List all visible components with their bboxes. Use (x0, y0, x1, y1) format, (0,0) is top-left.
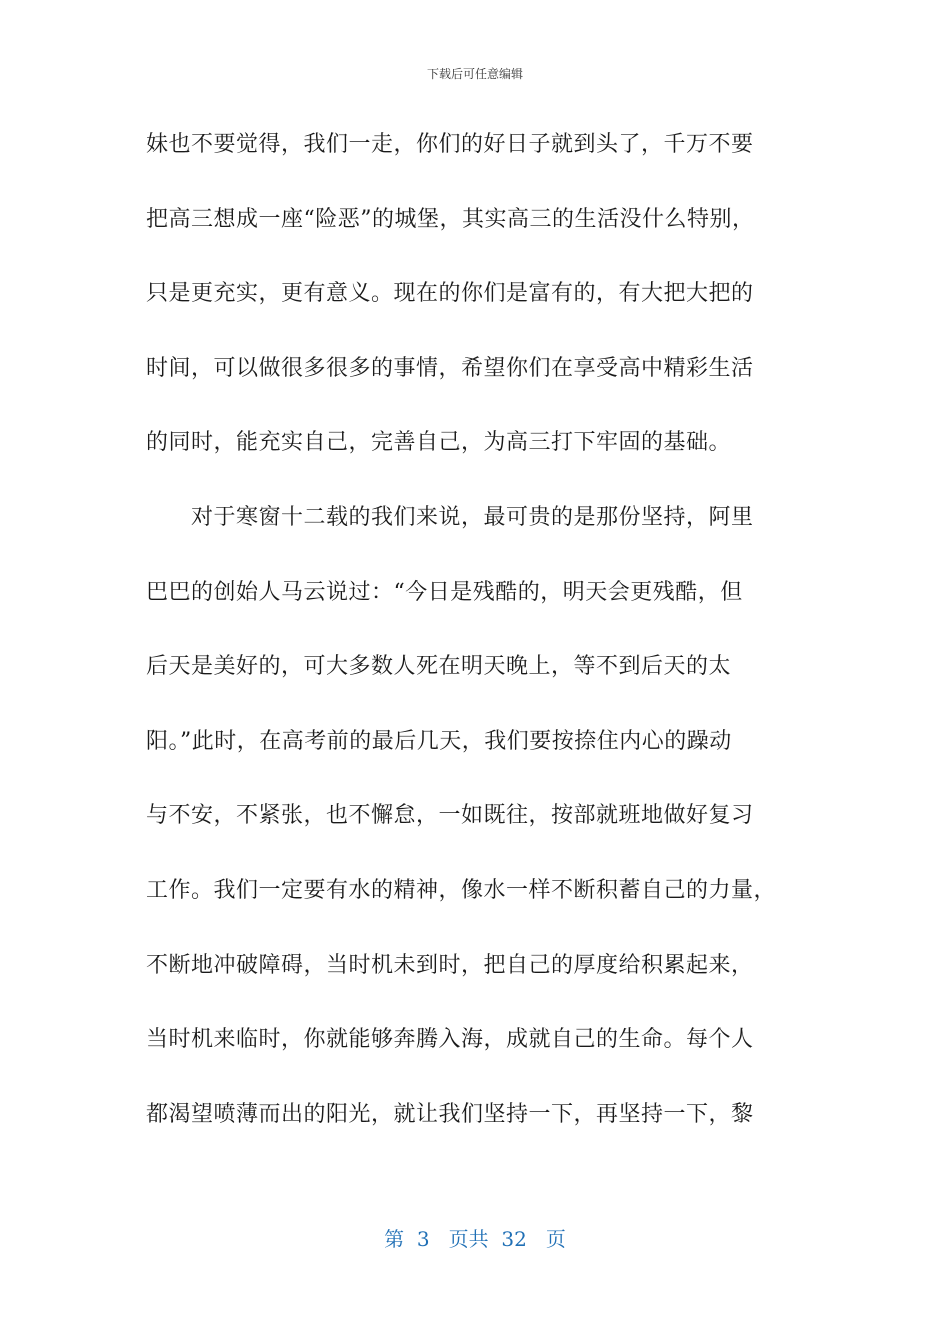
text-line: 妹也不要觉得，我们一走，你们的好日子就到头了，千万不要 (146, 132, 754, 157)
paragraph-first-line: 对于寒窗十二载的我们来说，最可贵的是那份坚持，阿里 (191, 504, 754, 530)
text-line: 后天是美好的，可大多数人死在明天晚上，等不到后天的太 (146, 654, 732, 680)
text-line: 都渴望喷薄而出的阳光，就让我们坚持一下，再坚持一下，黎 (146, 1101, 754, 1127)
document-body (146, 125, 816, 1169)
total-pages-number: 32 (501, 1227, 527, 1251)
text-line: 的同时，能充实自己，完善自己，为高三打下牢固的基础。 (146, 430, 732, 456)
text-line: 只是更充实，更有意义。现在的你们是富有的，有大把大把的 (146, 281, 754, 307)
page-label-middle: 页共 (448, 1227, 489, 1251)
text-line: 不断地冲破障碍，当时机未到时，把自己的厚度给积累起来， (146, 952, 754, 978)
text-line: 工作。我们一定要有水的精神，像水一样不断积蓄自己的力量， (146, 877, 777, 903)
page-number-footer (0, 1226, 950, 1252)
current-page-number: 3 (416, 1227, 430, 1251)
page-label-prefix: 第 (384, 1227, 405, 1251)
text-line: 当时机来临时，你就能够奔腾入海，成就自己的生命。每个人 (146, 1027, 754, 1053)
text-line: 把高三想成一座“险恶”的城堡，其实高三的生活没什么特别， (146, 206, 755, 232)
text-line: 巴巴的创始人马云说过：“今日是残酷的，明天会更残酷，但 (146, 579, 743, 605)
text-line: 与不安，不紧张，也不懈怠，一如既往，按部就班地做好复习 (146, 803, 754, 829)
text-line: 阳。”此时，在高考前的最后几天，我们要按捺住内心的躁动 (146, 728, 732, 754)
page-header-note: 下载后可任意编辑 (426, 67, 523, 81)
page-label-suffix: 页 (545, 1227, 566, 1251)
text-line: 时间，可以做很多很多的事情，希望你们在享受高中精彩生活 (146, 355, 754, 381)
